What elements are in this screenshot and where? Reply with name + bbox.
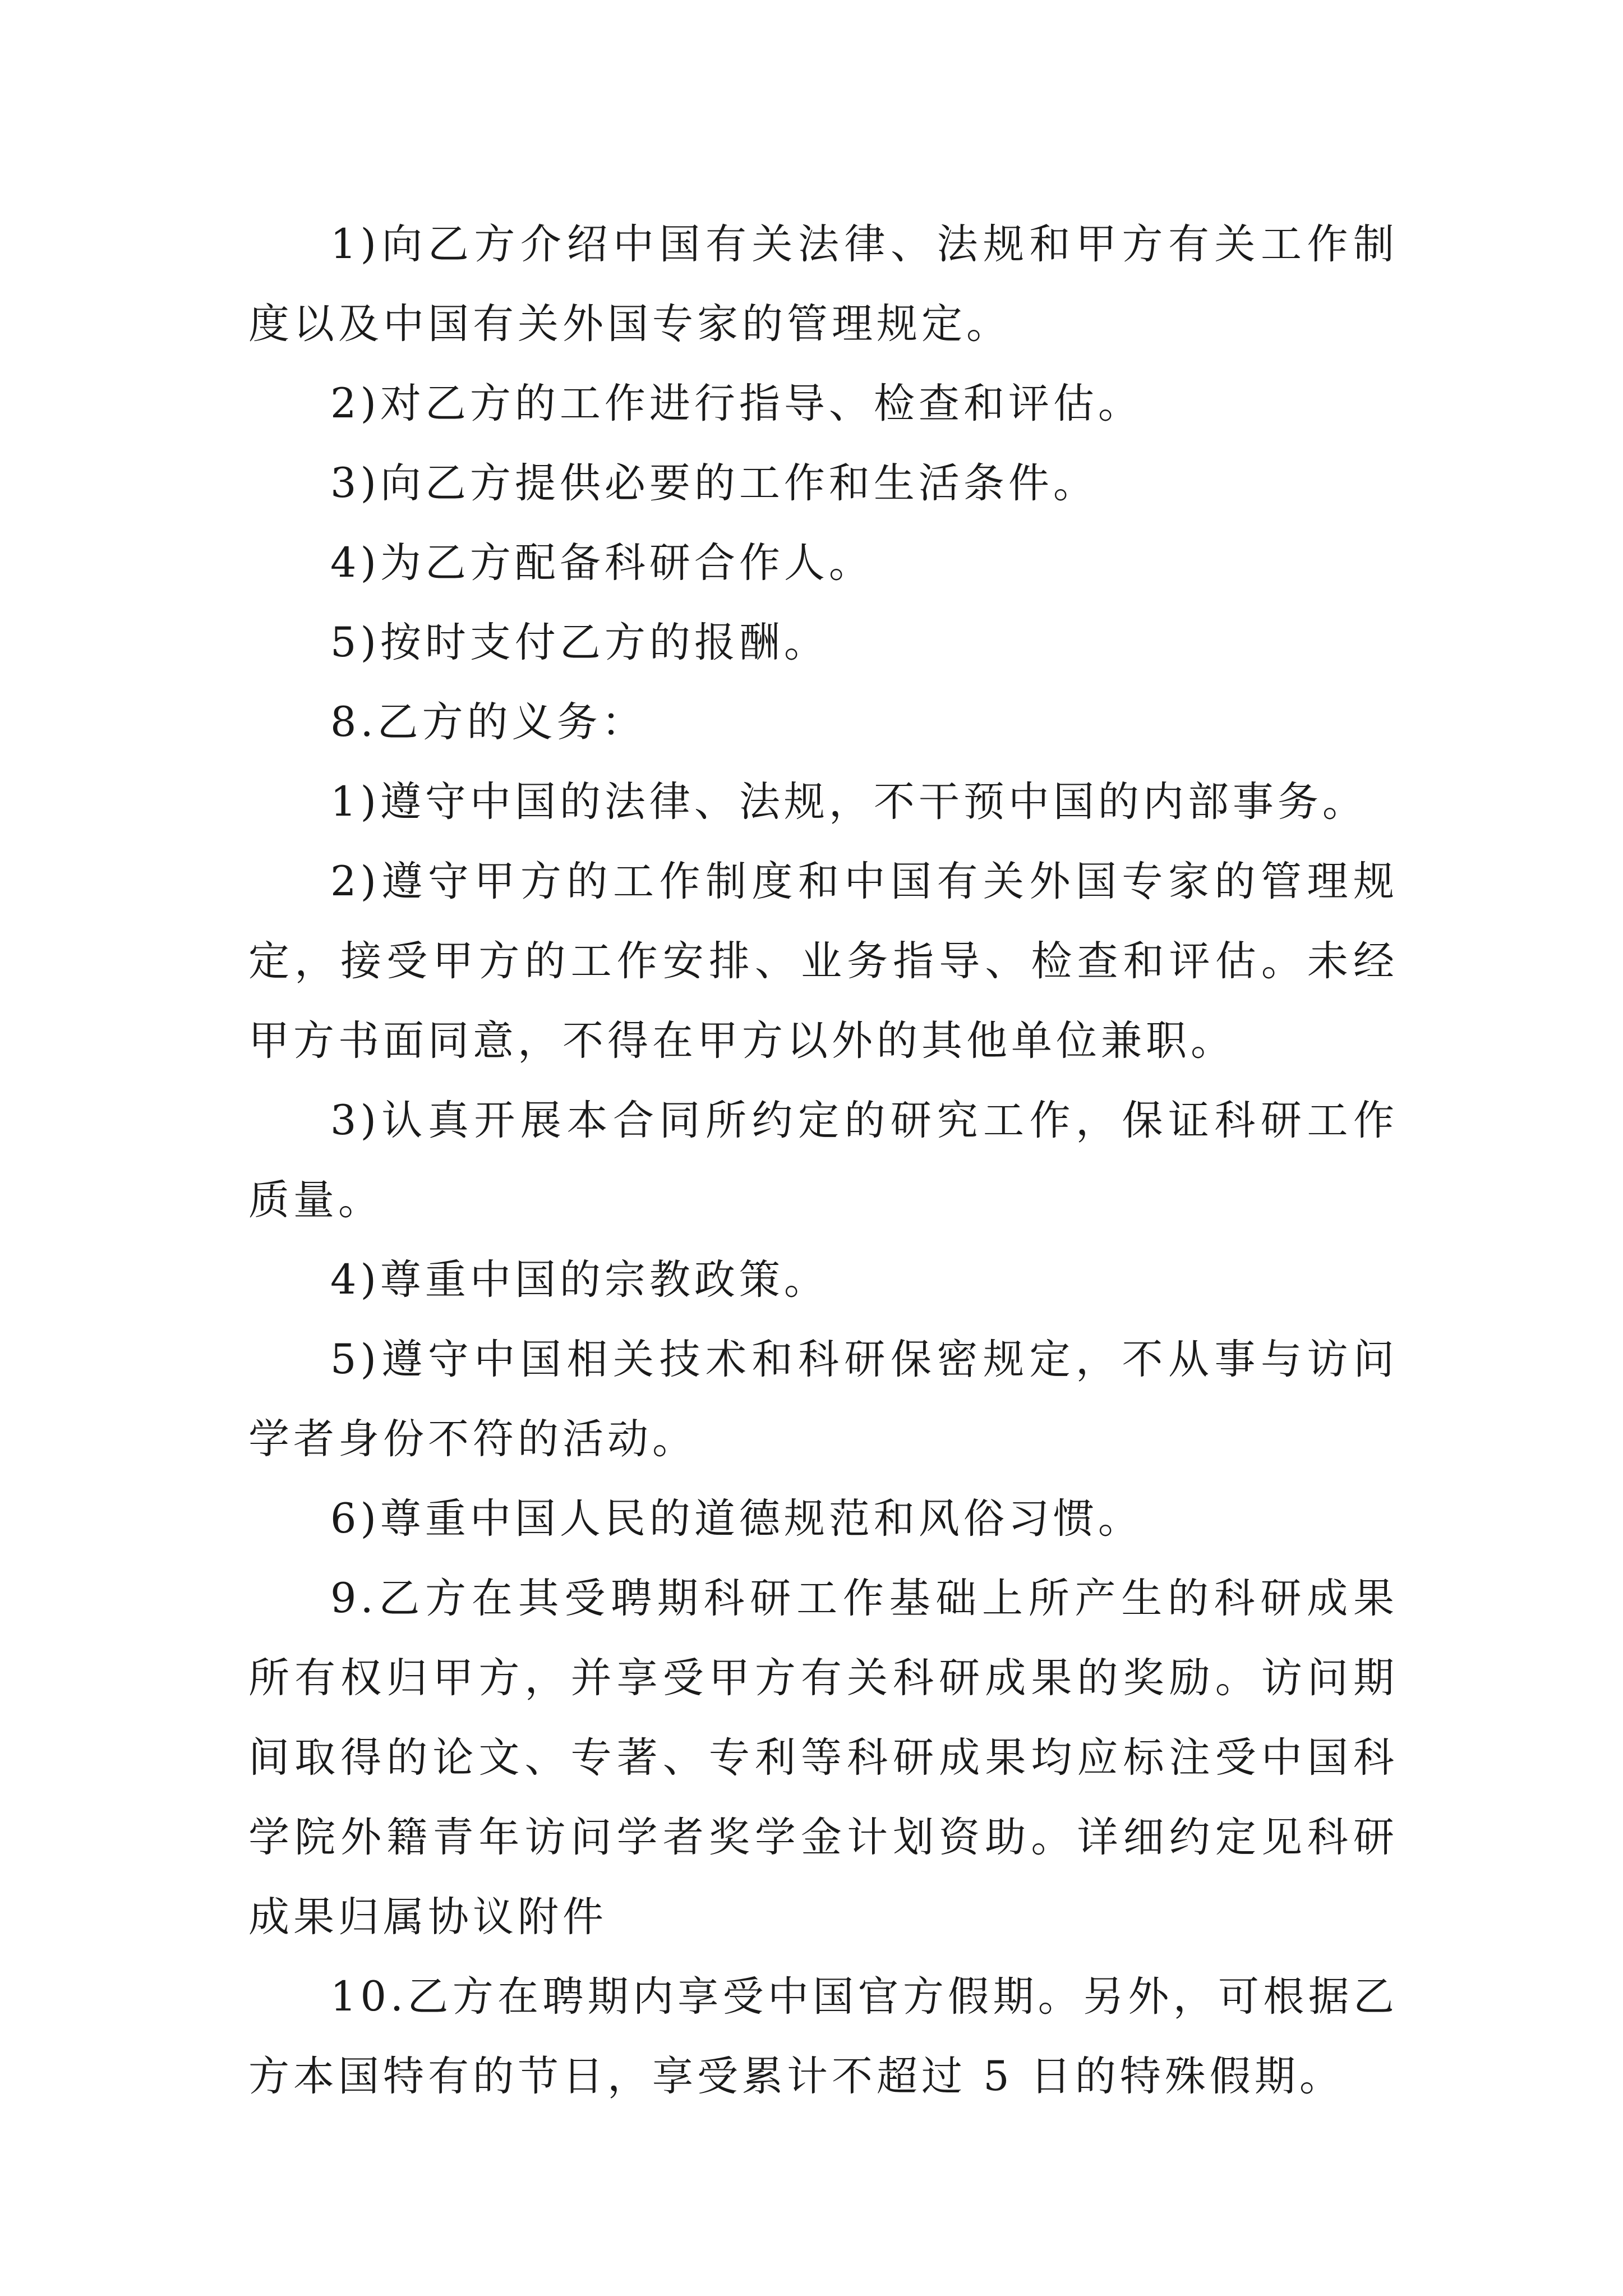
paragraph-party-a-duty-3: 3)向乙方提供必要的工作和生活条件。 [330, 459, 1098, 507]
paragraph-party-b-obligation-6: 6)尊重中国人民的道德规范和风俗习惯。 [330, 1495, 1143, 1543]
paragraph-party-b-obligation-3: 3)认真开展本合同所约定的研究工作，保证科研工作质量。 [248, 1097, 1398, 1224]
section-heading-party-b-obligations: 8.乙方的义务： [330, 698, 647, 746]
document-body [248, 205, 1398, 2116]
paragraph-party-a-duty-1: 1)向乙方介绍中国有关法律、法规和甲方有关工作制度以及中国有关外国专家的管理规定。 [248, 220, 1398, 348]
paragraph-party-a-duty-4: 4)为乙方配备科研合作人。 [330, 539, 874, 587]
paragraph-party-a-duty-2: 2)对乙方的工作进行指导、检查和评估。 [330, 380, 1143, 427]
paragraph-party-b-obligation-4: 4)尊重中国的宗教政策。 [330, 1256, 829, 1304]
paragraph-party-b-obligation-1: 1)遵守中国的法律、法规，不干预中国的内部事务。 [330, 778, 1367, 826]
paragraph-party-b-obligation-2: 2)遵守甲方的工作制度和中国有关外国专家的管理规定，接受甲方的工作安排、业务指导、检查和评估。未经甲方书面同意，不得在甲方以外的其他单位兼职。 [248, 858, 1398, 1065]
paragraph-party-b-obligation-5: 5)遵守中国相关技术和科研保密规定，不从事与访问学者身份不符的活动。 [248, 1336, 1398, 1463]
paragraph-party-a-duty-5: 5)按时支付乙方的报酬。 [330, 619, 829, 666]
paragraph-clause-10-holidays: 10.乙方在聘期内享受中国官方假期。另外，可根据乙方本国特有的节日，享受累计不超过 5 日的特殊假期。 [248, 1973, 1398, 2100]
paragraph-clause-9-research-results: 9.乙方在其受聘期科研工作基础上所产生的科研成果所有权归甲方，并享受甲方有关科研成果的奖励。访问期间取得的论文、专著、专利等科研成果均应标注受中国科学院外籍青年访问学者奖学金计划资助。详细约定见科研成果归属协议附件 [248, 1575, 1398, 1941]
